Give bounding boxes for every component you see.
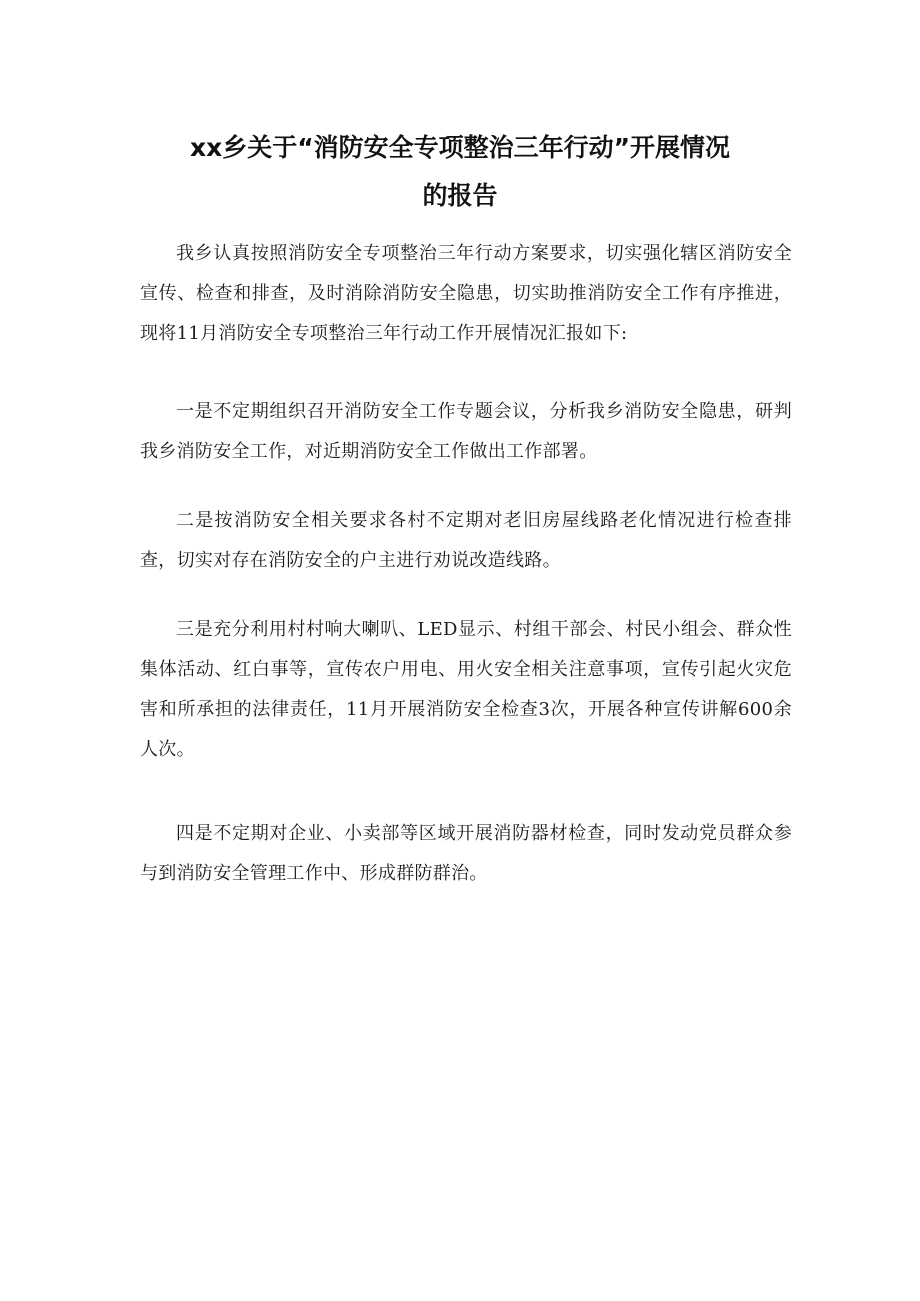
document-title-line-2: 的报告	[422, 181, 498, 210]
paragraph-item-2: 二是按消防安全相关要求各村不定期对老旧房屋线路老化情况进行检查排查，切实对存在消防安全的户主进行劝说改造线路。	[140, 510, 792, 571]
paragraph-item-3: 三是充分利用村村响大喇叭、LED显示、村组干部会、村民小组会、群众性集体活动、红白事等，宣传农户用电、用火安全相关注意事项，宣传引起火灾危害和所承担的法律责任，11月开展消防安全检查3次，开展各种宣传讲解600余人次。	[140, 619, 792, 760]
paragraph-item-4: 四是不定期对企业、小卖部等区域开展消防器材检查，同时发动党员群众参与到消防安全管理工作中、形成群防群治。	[140, 823, 792, 884]
paragraph-intro: 我乡认真按照消防安全专项整治三年行动方案要求，切实强化辖区消防安全宣传、检查和排查，及时消除消防安全隐患，切实助推消防安全工作有序推进，现将11月消防安全专项整治三年行动工作开展情况汇报如下:	[140, 243, 792, 344]
paragraph-item-1: 一是不定期组织召开消防安全工作专题会议，分析我乡消防安全隐患，研判我乡消防安全工作，对近期消防安全工作做出工作部署。	[140, 401, 792, 462]
document-title-line-1: xx乡关于“消防安全专项整治三年行动”开展情况	[189, 133, 731, 162]
